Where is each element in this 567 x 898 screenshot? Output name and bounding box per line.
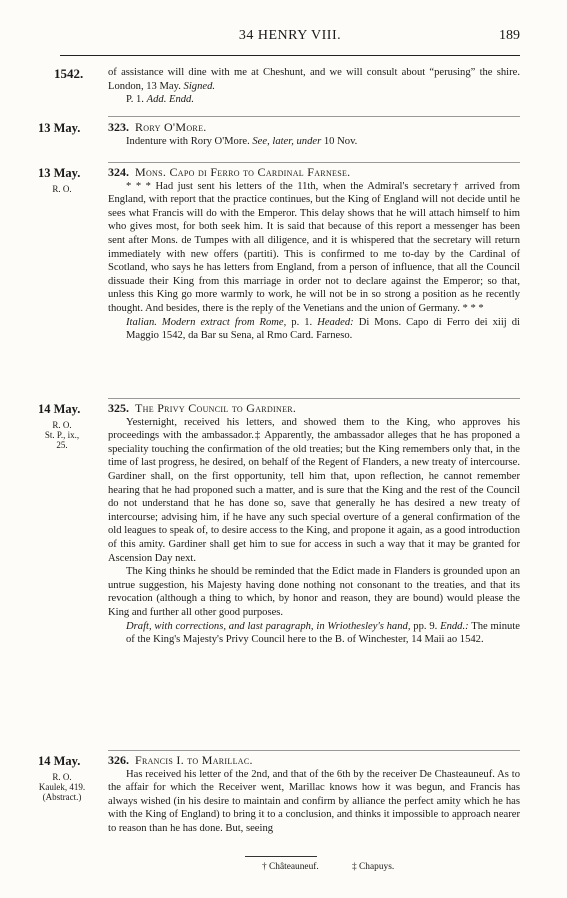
entry-note: Draft, with corrections, and last paragraph, in Wriothesley's hand, pp. 9. Endd.: The minute of the King's Majesty's Privy Council here to the B. of Winchester, 14 Maii ao 1542. — [126, 620, 520, 646]
entry-paragraph: Has received his letter of the 2nd, and that of the 6th by the receiver De Chasteauneuf. As to the affair for which the Receiver went, Marillac knows how it was begun, and Francis has always wished (in his desire to maintain and confirm by alliance the perfect amity which he has with the King of England) to bring it to a conclusion, and thinks it impossible to approach nearer to reason than he has done. But, seeing — [108, 768, 520, 834]
source-ref-3: (Abstract.) — [42, 792, 82, 802]
entry-heading: 324. Mons. Capo di Ferro to Cardinal Farnese. — [108, 165, 351, 179]
entry-divider — [108, 162, 520, 163]
entry-paragraph: * * * Had just sent his letters of the 11th, when the Admiral's secretary† arrived from England, with report that the practice continues, but the King of England will not decide until he sees what Francis will do with the Emperor. This delay shows that he will attach himself to him who gives most, for both seek him. It is said that because of this report a messenger has been sent after Mons. de Tumpes with all diligence, and it is whispered that the secretary will return immediately with new offers (partiti). This is confirmed to me to-day by the Cardinal of Scotland, who says he has letters from England, from a person of influence, that all the Council dissuade their King from this marriage in order not to declare against the Emperor; so that, unless this King go more warmly to work, he will not be in so strong a position as he recently thought. And besides, there is the reply of the Venetians and the union of Germany. * * * — [108, 180, 520, 314]
entry-paragraph: Yesternight, received his letters, and showed them to the King, who approves his proceedings with the ambassador.‡ Apparently, the ambassador alleges that he has proponed a speciality touching the confirmation of the old treaties; but the King remembers only that, in the time of last progress, he desired, on behalf of the Regent of Flanders, a new treaty of intercourse. Gardiner shall, on the first opportunity, tell him that, upon reflection, he cannot remember hearing that he had proponed such a matter, and is sure that the King and the rest of the Council do not understand that he has done so, save that generally he has desired a new treaty of intercourse; advising him, if he have any such special overture of a general confirmation of the old leagues to speak of, to desire access to the King, and propone it again, as a good introduction of this amity. Gardiner shall get him to sue for access in such a way that it may be granted for Ascension Day next. — [108, 416, 520, 564]
entry-divider — [108, 116, 520, 117]
source-ref: R. O. — [52, 184, 72, 194]
entry-body — [108, 166, 520, 343]
continuation-text: of assistance will dine with me at Cheshunt, and we will consult about “perusing” the shire. London, 13 May. Signed. — [108, 67, 520, 92]
entry-date: 14 May. — [38, 402, 81, 416]
continuation-note: P. 1. Add. Endd. — [126, 94, 194, 106]
entry-divider — [108, 750, 520, 751]
page-number: 189 — [499, 28, 520, 43]
running-header — [60, 28, 520, 50]
entry-heading: 325. The Privy Council to Gardiner. — [108, 401, 297, 415]
footnote-double-dagger: ‡ Chapuys. — [352, 862, 395, 872]
entry-text: Indenture with Rory O'More. See, later, under 10 Nov. — [126, 135, 358, 147]
source-ref-2: Kaulek, 419. — [38, 782, 86, 792]
footnotes — [0, 862, 567, 876]
header-rule — [60, 55, 520, 56]
entry-margin — [38, 754, 104, 802]
entry-date: 13 May. — [38, 166, 81, 180]
entry-date: 13 May. — [38, 121, 81, 135]
footnote-dagger: † Châteauneuf. — [262, 862, 319, 872]
footnote-rule — [245, 856, 317, 857]
year-marker: 1542. — [54, 66, 84, 81]
entry-body — [108, 402, 520, 647]
entry-date: 14 May. — [38, 754, 81, 768]
entry-paragraph: The King thinks he should be reminded that the Edict made in Flanders is grounded upon an untrue suggestion, his Majesty having done nothing not consonant to the treaties, and that its revocation (although a thing to which, by honor and reason, they are bound) would please the King and further all other good purposes. — [108, 566, 520, 618]
entry-margin — [38, 402, 104, 450]
source-ref-2: St. P., ix., — [44, 430, 80, 440]
source-ref: R. O. — [52, 420, 72, 430]
entry-margin — [38, 166, 104, 194]
continuation-body — [108, 66, 520, 107]
entry-body — [108, 121, 520, 148]
entry-body — [108, 754, 520, 836]
entry-heading: 323. Rory O'More. — [108, 120, 207, 134]
entry-note: Italian. Modern extract from Rome, p. 1. Headed: Di Mons. Capo di Ferro dei xiij di Maggio 1542, da Bar su Sena, al Rmo Card. Farneso. — [126, 316, 520, 342]
entry-heading: 326. Francis I. to Marillac. — [108, 753, 253, 767]
entry-margin — [38, 121, 104, 135]
source-ref-3: 25. — [56, 440, 68, 450]
running-title: 34 HENRY VIII. — [238, 28, 342, 43]
source-ref: R. O. — [52, 772, 72, 782]
entry-divider — [108, 398, 520, 399]
